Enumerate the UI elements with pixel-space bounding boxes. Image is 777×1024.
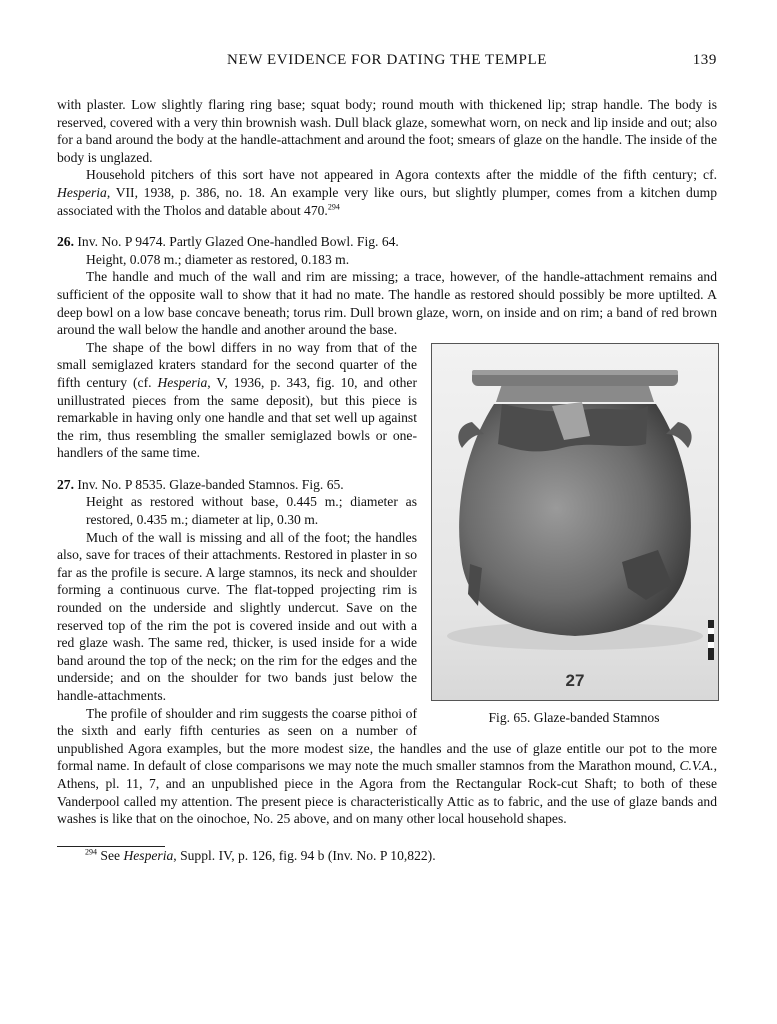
entry-26-paragraph-1 (57, 268, 717, 338)
intro-paragraph-1: with plaster. Low slightly flaring ring base; squat body; round mouth with thickened lip; strap handle. The body is reserved, covered with a very thin brownish wash. Dull black glaze, somewhat worn, on neck and lip inside and out; also for a band around the body at the handle-attachment and around the foot; smears of glaze on the handle. The inside of the body is unglazed. (57, 97, 717, 165)
text-run: Household pitchers of this sort have not appeared in Agora contexts after the middle of the fifth century; cf. (86, 167, 717, 183)
footnote-marker: 294 (85, 847, 97, 857)
text-run: See (97, 847, 124, 863)
entry-26-number: 26. (57, 234, 74, 250)
figure-65 (429, 343, 719, 727)
journal-title: Hesperia (123, 847, 174, 863)
entry-27-paragraph-1: Much of the wall is missing and all of the foot; the handles also, save for traces of their attachments. Restored in plaster in so far as the profile is secure. A large stamnos, its neck and shoulder forming a continuous curve. The flat-topped projecting rim is rounded on the underside and slightly undercut. Save on the reserved top of the rim the pot is covered inside and out with a red glaze wash. The same red, thicker, is used inside for a wide band around the top of the neck; on the rim for the edges and the underside; and on the shoulder for two bands just below the handle-attachments. (57, 529, 417, 703)
entry-26-heading (57, 233, 717, 251)
page-number: 139 (692, 52, 717, 68)
text-run: , Suppl. IV, p. 126, fig. 94 b (Inv. No. P 10,822). (173, 847, 436, 863)
figure-caption: Fig. 65. Glaze-banded Stamnos (488, 709, 660, 725)
entry-26-dimensions: Height, 0.078 m.; diameter as restored, 0.183 m. (86, 251, 350, 267)
stamnos-image (432, 344, 718, 700)
header-title: NEW EVIDENCE FOR DATING THE TEMPLE (227, 52, 547, 68)
stamnos-photo (431, 343, 719, 701)
running-header (57, 52, 717, 76)
entry-26-title: Inv. No. P 9474. Partly Glazed One-handled Bowl. Fig. 64. (74, 234, 399, 250)
text-run: The handle and much of the wall and rim are missing; a trace, however, of the handle-attachment remains and sufficient of the opposite wall to show that it had no mate. The handle as restored should possibly be more uptilted. A deep bowl on a low base concave beneath; torus rim. Dull brown glaze, worn, on inside and on rim; a band of red brown around the wall below the handle and another around the base. (57, 269, 717, 338)
text-run: , V, 1936, p. 343, fig. 10, and other unillustrated pieces from the same deposit), but this piece is remarkable in having only one handle and that set well up against the rim, thus resembling the smaller semiglazed bowls or one-handlers of the same time. (57, 374, 417, 461)
entry-27-number: 27. (57, 476, 74, 492)
entry-27-title: Inv. No. P 8535. Glaze-banded Stamnos. Fig. 65. (74, 476, 344, 492)
text-run: The shape of the bowl differs in no way from that of the small semiglazed kraters standard for the second quarter of the fifth century (cf. (57, 339, 417, 390)
journal-title: Hesperia (57, 184, 107, 200)
body-text (57, 96, 717, 864)
intro-paragraph-2 (57, 166, 717, 219)
journal-title: C.V.A. (679, 758, 714, 774)
journal-title: Hesperia (157, 374, 208, 390)
footnote-ref: 294 (327, 202, 340, 212)
entry-27-dimensions: Height as restored without base, 0.445 m.; diameter as restored, 0.435 m.; diameter at lip, 0.30 m. (86, 494, 417, 528)
page (57, 52, 717, 864)
footnote (57, 847, 717, 865)
photo-label: 27 (565, 670, 585, 690)
text-run: The profile of shoulder and rim suggests the coarse pithoi of the sixth and early fifth centuries as seen on a number of unpublished Agora examples, but the more modest size, the handles and the use of glaze entitle our pot to the more formal name. In default of close comparisons we may note the much smaller stamnos from the Marathon mound, (57, 705, 717, 774)
text-run: , VII, 1938, p. 386, no. 18. An example very like ours, but slightly plumper, comes from a kitchen dump associated with the Tholos and datable about 470. (57, 184, 717, 218)
text-run: , Athens, pl. 11, 7, and an unpublished piece in the Agora from the Rectangular Rock-cut Shaft; to both of these Vanderpool called my attention. The present piece is characteristically Attic as to fabric, and the use of glaze bands and washes is like that on the oinochoe, No. 25 above, and on many other local household shapes. (57, 758, 717, 827)
